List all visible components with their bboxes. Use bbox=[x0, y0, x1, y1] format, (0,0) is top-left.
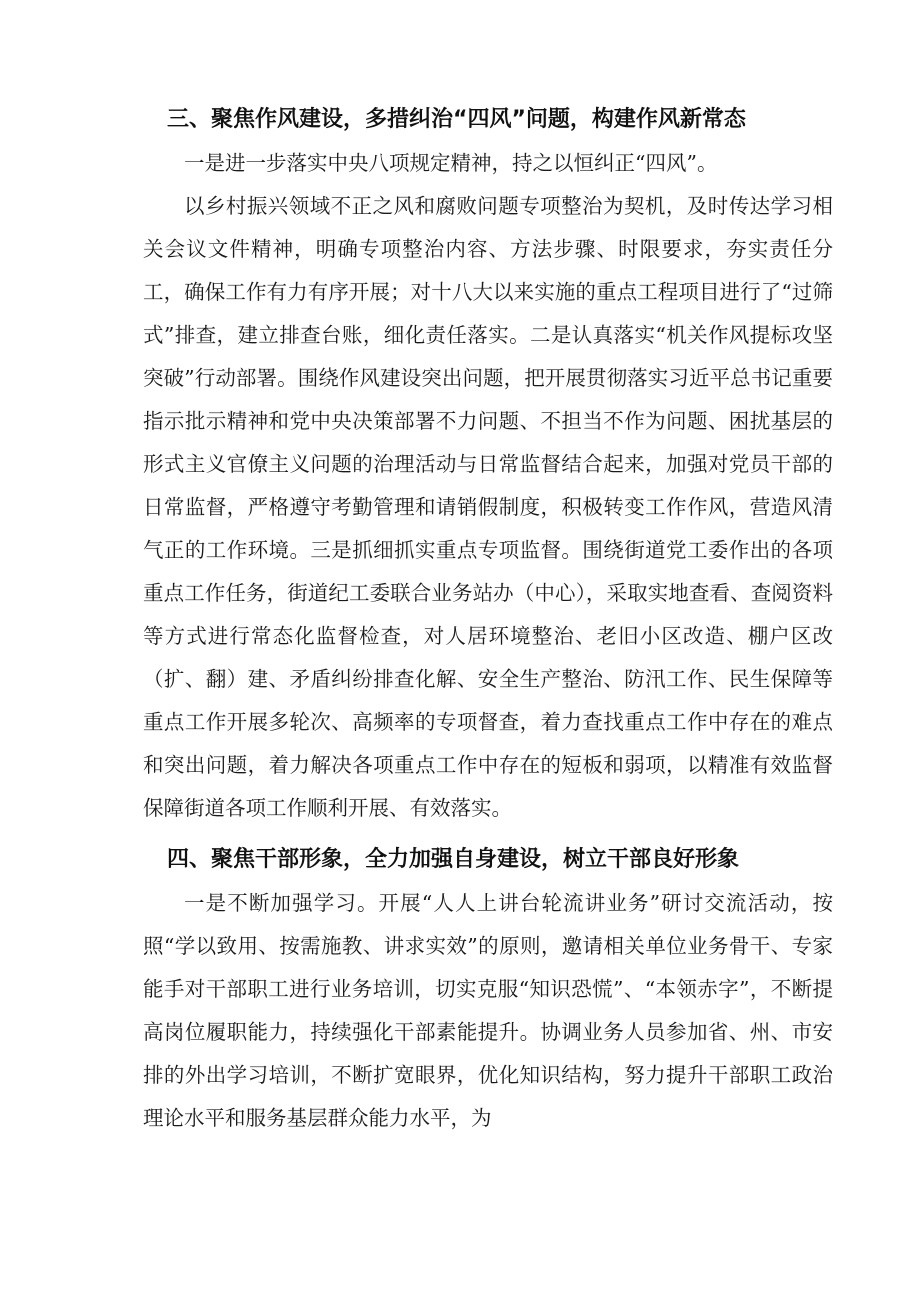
section-4 bbox=[143, 840, 833, 1140]
paragraph: 一是进一步落实中央八项规定精神，持之以恒纠正“四风”。 bbox=[184, 151, 718, 175]
document-body bbox=[143, 100, 833, 1140]
paragraph: 一是不断加强学习。开展“人人上讲台轮流讲业务”研讨交流活动，按照“学以致用、按需施教、讲求实效”的原则，邀请相关单位业务骨干、专家能手对干部职工进行业务培训，切实克服“知识恐慌”、“本领赤字”，不断提高岗位履职能力，持续强化干部素能提升。协调业务人员参加省、州、市安排的外出学习培训，不断扩宽眼界，优化知识结构，努力提升干部职工政治理论水平和服务基层群众能力水平，为 bbox=[143, 891, 833, 1130]
section-heading: 三、聚焦作风建设，多措纠治“四风”问题，构建作风新常态 bbox=[167, 107, 746, 132]
section-3 bbox=[143, 100, 833, 830]
section-heading: 四、聚焦干部形象，全力加强自身建设，树立干部良好形象 bbox=[167, 847, 740, 872]
paragraph: 以乡村振兴领域不正之风和腐败问题专项整治为契机，及时传达学习相关会议文件精神，明确专项整治内容、方法步骤、时限要求，夯实责任分工，确保工作有力有序开展；对十八大以来实施的重点工程项目进行了“过筛式”排查，建立排查台账，细化责任落实。二是认真落实“机关作风提标攻坚突破”行动部署。围绕作风建设突出问题，把开展贯彻落实习近平总书记重要指示批示精神和党中央决策部署不力问题、不担当不作为问题、困扰基层的形式主义官僚主义问题的治理活动与日常监督结合起来，加强对党员干部的日常监督，严格遵守考勤管理和请销假制度，积极转变工作作风，营造风清气正的工作环境。三是抓细抓实重点专项监督。围绕街道党工委作出的各项重点工作任务，街道纪工委联合业务站办（中心），采取实地查看、查阅资料等方式进行常态化监督检查，对人居环境整治、老旧小区改造、棚户区改（扩、翻）建、矛盾纠纷排查化解、安全生产整治、防汛工作、民生保障等重点工作开展多轮次、高频率的专项督查，着力查找重点工作中存在的难点和突出问题，着力解决各项重点工作中存在的短板和弱项，以精准有效监督保障街道各项工作顺利开展、有效落实。 bbox=[143, 194, 833, 820]
